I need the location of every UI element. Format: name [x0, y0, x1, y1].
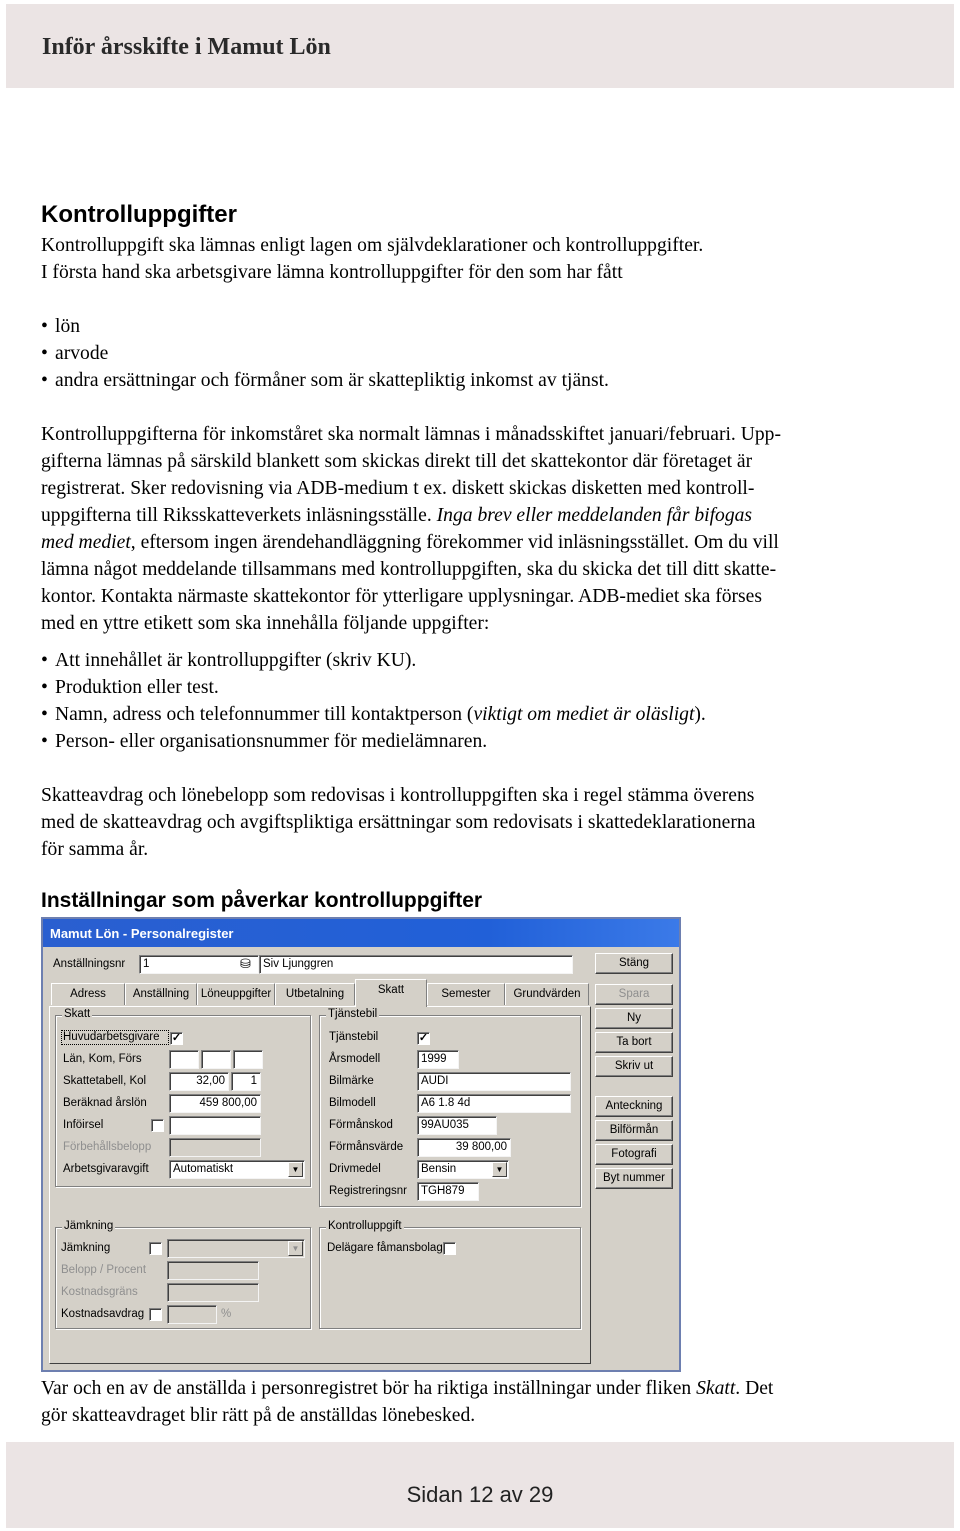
- benefit-value-input[interactable]: 39 800,00: [417, 1138, 511, 1157]
- caption-line: gör skatteavdraget blir rätt på de anställdas lönebesked.: [41, 1405, 476, 1426]
- tax-table-input[interactable]: 32,00: [169, 1072, 229, 1091]
- employer-fee-select[interactable]: Automatiskt ▼: [169, 1160, 305, 1179]
- benefit-code-label: Förmånskod: [329, 1119, 393, 1131]
- car-make-input[interactable]: AUDI: [417, 1072, 571, 1091]
- adjustment-label: Jämkning: [61, 1242, 111, 1254]
- inforsel-checkbox[interactable]: [151, 1119, 164, 1132]
- caption-line: Var och en av de anställda i personregistret bör ha riktiga inställningar under fliken Skatt. Det: [41, 1378, 774, 1399]
- chevron-down-icon[interactable]: ▼: [492, 1162, 507, 1177]
- section-heading-kontrolluppgifter: Kontrolluppgifter: [41, 201, 237, 228]
- model-year-input[interactable]: 1999: [417, 1050, 459, 1069]
- group-tjanstebil: Tjänstebil: [319, 1015, 581, 1207]
- company-car-checkbox[interactable]: ✓: [418, 1032, 429, 1044]
- cost-limit-input[interactable]: [167, 1283, 259, 1302]
- chevron-down-icon[interactable]: ▼: [288, 1241, 303, 1256]
- cost-deduction-input[interactable]: [167, 1305, 217, 1324]
- fuel-select[interactable]: Bensin ▼: [417, 1160, 509, 1179]
- list-item: • Att innehållet är kontrolluppgifter (skriv KU).: [41, 647, 931, 674]
- adjustment-checkbox[interactable]: [149, 1242, 162, 1255]
- employee-name-field: Siv Ljunggren: [259, 955, 573, 974]
- delete-button[interactable]: Ta bort: [595, 1032, 673, 1053]
- tab-adress[interactable]: Adress: [51, 983, 125, 1005]
- close-button[interactable]: Stäng: [595, 953, 673, 974]
- main-employer-label: Huvudarbetsgivare: [63, 1031, 160, 1043]
- registration-input[interactable]: TGH879: [417, 1182, 479, 1201]
- closely-held-owner-label: Delägare fåmansbolag: [327, 1242, 443, 1254]
- amount-percent-input[interactable]: [167, 1261, 259, 1280]
- inforsel-input[interactable]: [169, 1116, 261, 1135]
- cost-deduction-label: Kostnadsavdrag: [61, 1308, 145, 1320]
- print-button[interactable]: Skriv ut: [595, 1056, 673, 1077]
- car-model-label: Bilmodell: [329, 1097, 376, 1109]
- car-benefit-button[interactable]: Bilförmån: [595, 1120, 673, 1141]
- change-number-button[interactable]: Byt nummer: [595, 1168, 673, 1189]
- main-employer-checkbox[interactable]: ✓: [171, 1032, 182, 1044]
- section-heading-installningar: Inställningar som påverkar kontrolluppgifter: [41, 889, 483, 912]
- tab-utbetalning[interactable]: Utbetalning: [275, 983, 355, 1005]
- lan-input[interactable]: [169, 1050, 199, 1069]
- intro-line-2: I första hand ska arbetsgivare lämna kontrolluppgifter för den som har fått: [41, 262, 623, 283]
- binoculars-icon[interactable]: ⛁: [240, 956, 251, 971]
- save-button[interactable]: Spara: [595, 984, 673, 1005]
- intro-line-1: Kontrolluppgift ska lämnas enligt lagen om självdeklarationer och kontrolluppgifter.: [41, 235, 704, 256]
- list-item: • Produktion eller test.: [41, 674, 931, 701]
- benefit-code-input[interactable]: 99AU035: [417, 1116, 497, 1135]
- bullet-list-label: [41, 647, 931, 755]
- paragraph-line: med mediet, eftersom ingen ärendehandläggning förekommer vid inläsningsstället. Om du vill: [41, 532, 779, 553]
- page-footer: [6, 1442, 954, 1528]
- tab-loneuppgifter[interactable]: Löneuppgifter: [197, 983, 275, 1005]
- list-item: • andra ersättningar och förmåner som är skattepliktig inkomst av tjänst.: [41, 367, 931, 394]
- screenshot-caption: [41, 1375, 931, 1429]
- paragraph-line: lämna något meddelande tillsammans med kontrolluppgiften, ska du skicka det till ditt skatte-: [41, 559, 777, 580]
- document-body: [41, 198, 931, 914]
- personalregister-window: [41, 917, 681, 1372]
- new-button[interactable]: Ny: [595, 1008, 673, 1029]
- page-header: [6, 4, 954, 88]
- percent-sign: %: [221, 1308, 232, 1320]
- closing-line: med de skatteavdrag och avgiftspliktiga ersättningar som redovisats i skattedeklarationerna: [41, 812, 756, 833]
- paragraph-line: Kontrolluppgifterna för inkomståret ska normalt lämnas i månadsskiftet januari/februari. Upp-: [41, 424, 781, 445]
- list-item: • arvode: [41, 340, 931, 367]
- list-item: • Namn, adress och telefonnummer till kontaktperson (viktigt om mediet är oläsligt).: [41, 701, 931, 728]
- paragraph-line: uppgifterna till Riksskatteverkets inläsningsställe. Inga brev eller meddelanden får bifogas: [41, 505, 753, 526]
- page-title: Inför årsskifte i Mamut Lön: [42, 34, 331, 60]
- tax-table-label: Skattetabell, Kol: [63, 1075, 147, 1087]
- photo-button[interactable]: Fotografi: [595, 1144, 673, 1165]
- lan-kom-fors-label: Län, Kom, Förs: [63, 1053, 142, 1065]
- annual-salary-label: Beräknad årslön: [63, 1097, 147, 1109]
- car-make-label: Bilmärke: [329, 1075, 374, 1087]
- registration-label: Registreringsnr: [329, 1185, 407, 1197]
- employee-number-input[interactable]: 1: [139, 955, 259, 974]
- paragraph-line: registrerat. Sker redovisning via ADB-medium t ex. diskett skickas disketten med kontroll-: [41, 478, 755, 499]
- group-skatt: Skatt: [55, 1015, 311, 1187]
- inforsel-label: Inföirsel: [63, 1119, 104, 1131]
- tab-anstallning[interactable]: Anställning: [125, 983, 197, 1005]
- window-titlebar: Mamut Lön - Personalregister: [43, 919, 679, 947]
- cost-deduction-checkbox[interactable]: [149, 1308, 162, 1321]
- car-model-input[interactable]: A6 1.8 4d: [417, 1094, 571, 1113]
- reserved-amount-input[interactable]: [169, 1138, 261, 1157]
- adjustment-select[interactable]: [167, 1239, 305, 1258]
- note-button[interactable]: Anteckning: [595, 1096, 673, 1117]
- annual-salary-input[interactable]: 459 800,00: [169, 1094, 261, 1113]
- amount-percent-label: Belopp / Procent: [61, 1264, 147, 1276]
- closing-line: för samma år.: [41, 839, 149, 860]
- tab-semester[interactable]: Semester: [427, 983, 505, 1005]
- fuel-label: Drivmedel: [329, 1163, 381, 1175]
- model-year-label: Årsmodell: [329, 1053, 381, 1065]
- page-number: Sidan 12 av 29: [406, 1482, 554, 1507]
- benefit-value-label: Förmånsvärde: [329, 1141, 404, 1153]
- list-item: • lön: [41, 313, 931, 340]
- bullet-list-income: [41, 313, 931, 394]
- reserved-amount-label: Förbehållsbelopp: [63, 1141, 152, 1153]
- kommun-input[interactable]: [201, 1050, 231, 1069]
- paragraph-line: med en yttre etikett som ska innehålla följande uppgifter:: [41, 613, 490, 634]
- list-item: • Person- eller organisationsnummer för medielämnaren.: [41, 728, 931, 755]
- column-input[interactable]: 1: [231, 1072, 261, 1091]
- paragraph-line: gifterna lämnas på särskild blankett som skickas direkt till det skattekontor där företaget är: [41, 451, 753, 472]
- chevron-down-icon[interactable]: ▼: [288, 1162, 303, 1177]
- company-car-label: Tjänstebil: [329, 1031, 379, 1043]
- tab-grundvarden[interactable]: Grundvärden: [505, 983, 589, 1005]
- employer-fee-label: Arbetsgivaravgift: [63, 1163, 149, 1175]
- group-kontrolluppgift: Kontrolluppgift: [319, 1227, 581, 1329]
- closing-line: Skatteavdrag och lönebelopp som redovisas i kontrolluppgiften ska i regel stämma överens: [41, 785, 755, 806]
- group-jamkning: Jämkning: [55, 1227, 311, 1329]
- closely-held-owner-checkbox[interactable]: [443, 1242, 456, 1255]
- tab-skatt[interactable]: Skatt: [355, 979, 427, 1007]
- paragraph-line: kontor. Kontakta närmaste skattekontor för ytterligare upplysningar. ADB-mediet ska förses: [41, 586, 762, 607]
- employee-number-label: Anställningsnr: [53, 958, 126, 970]
- forsamling-input[interactable]: [233, 1050, 263, 1069]
- cost-limit-label: Kostnadsgräns: [61, 1286, 138, 1298]
